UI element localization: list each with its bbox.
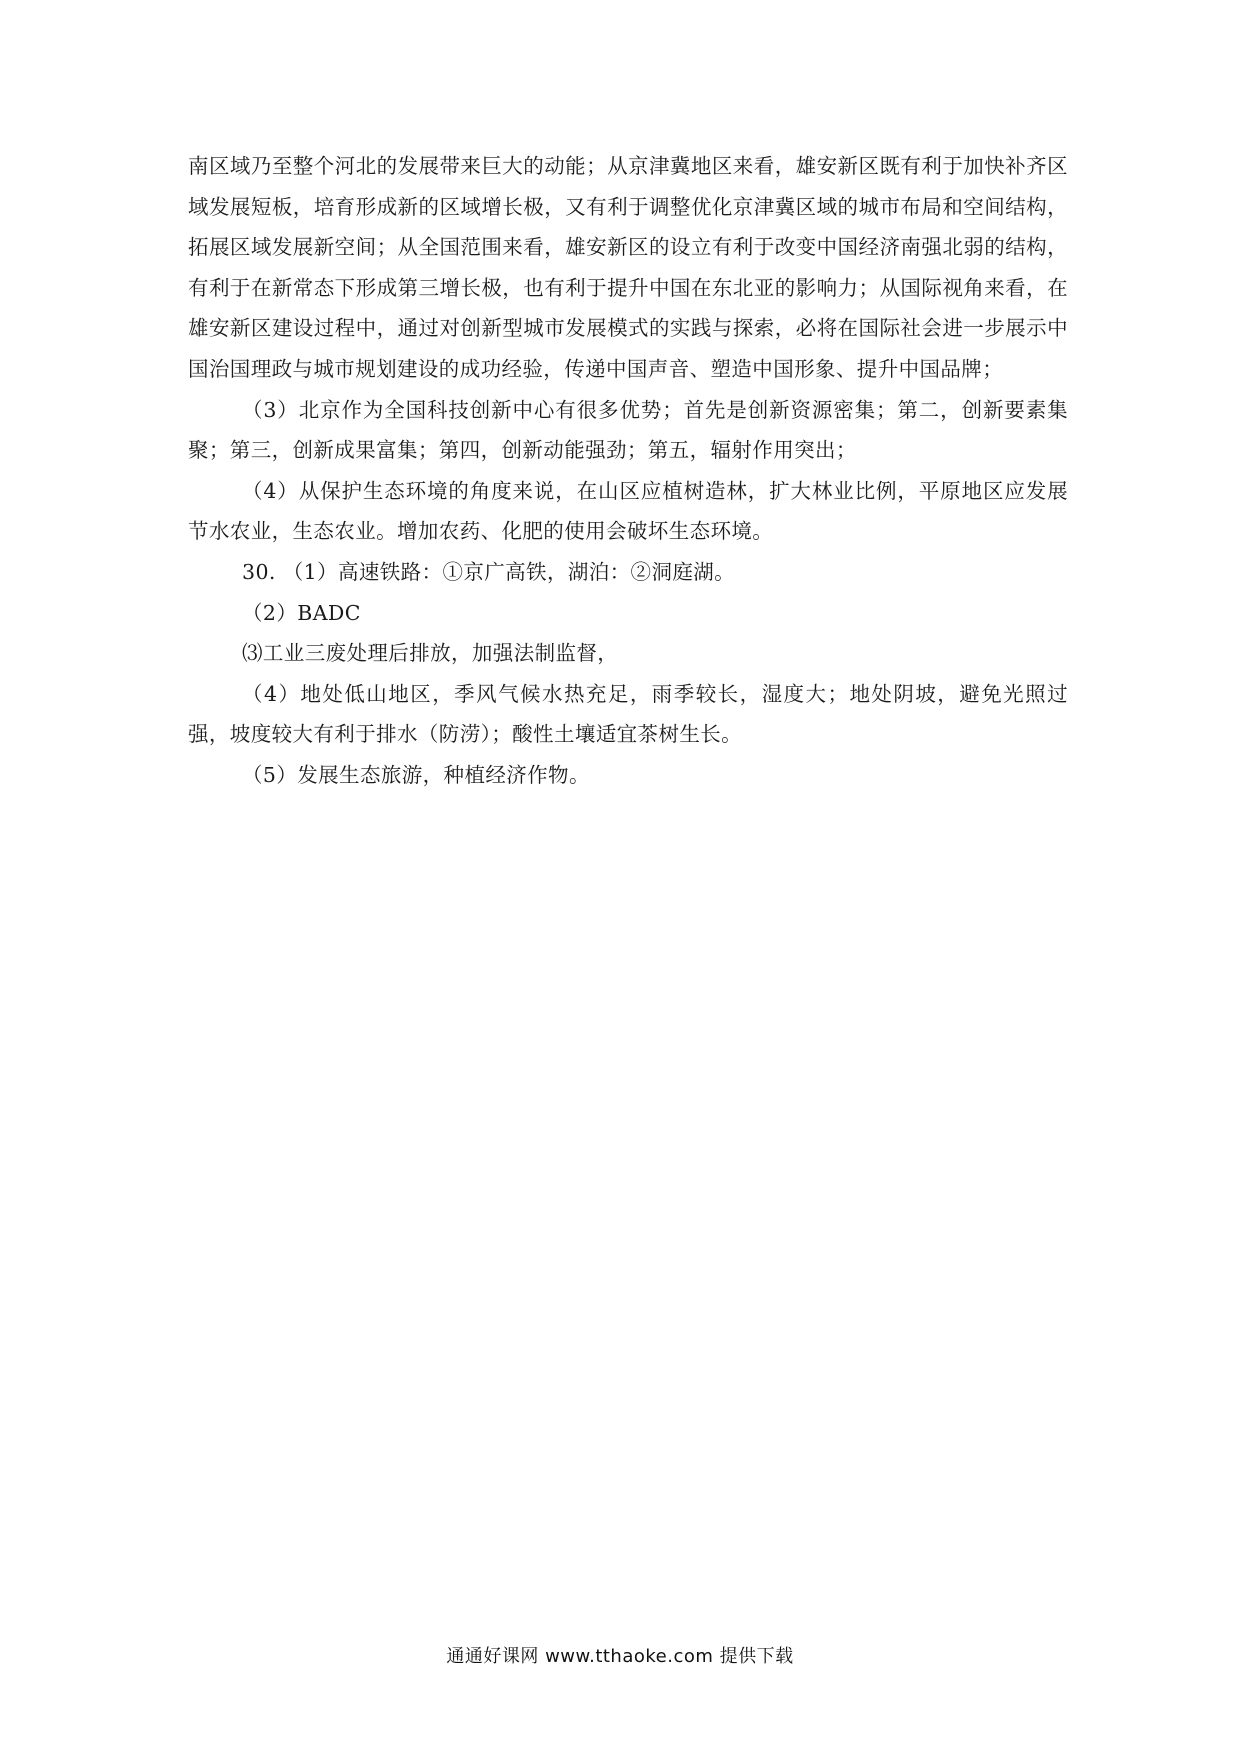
answer-30-5: （5）发展生态旅游，种植经济作物。	[242, 762, 590, 787]
answer-29-3: （3）北京作为全国科技创新中心有很多优势；首先是创新资源密集；第二，创新要素集聚；第三，创新成果富集；第四，创新动能强劲；第五，辐射作用突出；	[188, 397, 1068, 463]
page-footer: 通通好课网 www.tthaoke.com 提供下载	[446, 1646, 794, 1667]
answer-paragraph-continuation: 南区域乃至整个河北的发展带来巨大的动能；从京津冀地区来看，雄安新区既有利于加快补齐区域发展短板，培育形成新的区域增长极，又有利于调整优化京津冀区域的城市布局和空间结构，拓展区域发展新空间；从全国范围来看，雄安新区的设立有利于改变中国经济南强北弱的结构，有利于在新常态下形成第三增长极，也有利于提升中国在东北亚的影响力；从国际视角来看，在雄安新区建设过程中，通过对创新型城市发展模式的实践与探索，必将在国际社会进一步展示中国治国理政与城市规划建设的成功经验，传递中国声音、塑造中国形象、提升中国品牌；	[188, 154, 1068, 381]
answer-30-2: （2）BADC	[242, 600, 361, 625]
answer-30-4: （4）地处低山地区，季风气候水热充足，雨季较长，湿度大；地处阴坡，避免光照过强，坡度较大有利于排水（防涝）；酸性土壤适宜茶树生长。	[188, 681, 1068, 747]
document-body	[188, 146, 1068, 796]
answer-29-4: （4）从保护生态环境的角度来说，在山区应植树造林，扩大林业比例，平原地区应发展节水农业，生态农业。增加农药、化肥的使用会破坏生态环境。	[188, 478, 1068, 544]
answer-30-1: 30. （1）高速铁路：①京广高铁，湖泊：②洞庭湖。	[242, 559, 736, 584]
answer-30-3: ⑶工业三废处理后排放，加强法制监督，	[242, 641, 619, 666]
